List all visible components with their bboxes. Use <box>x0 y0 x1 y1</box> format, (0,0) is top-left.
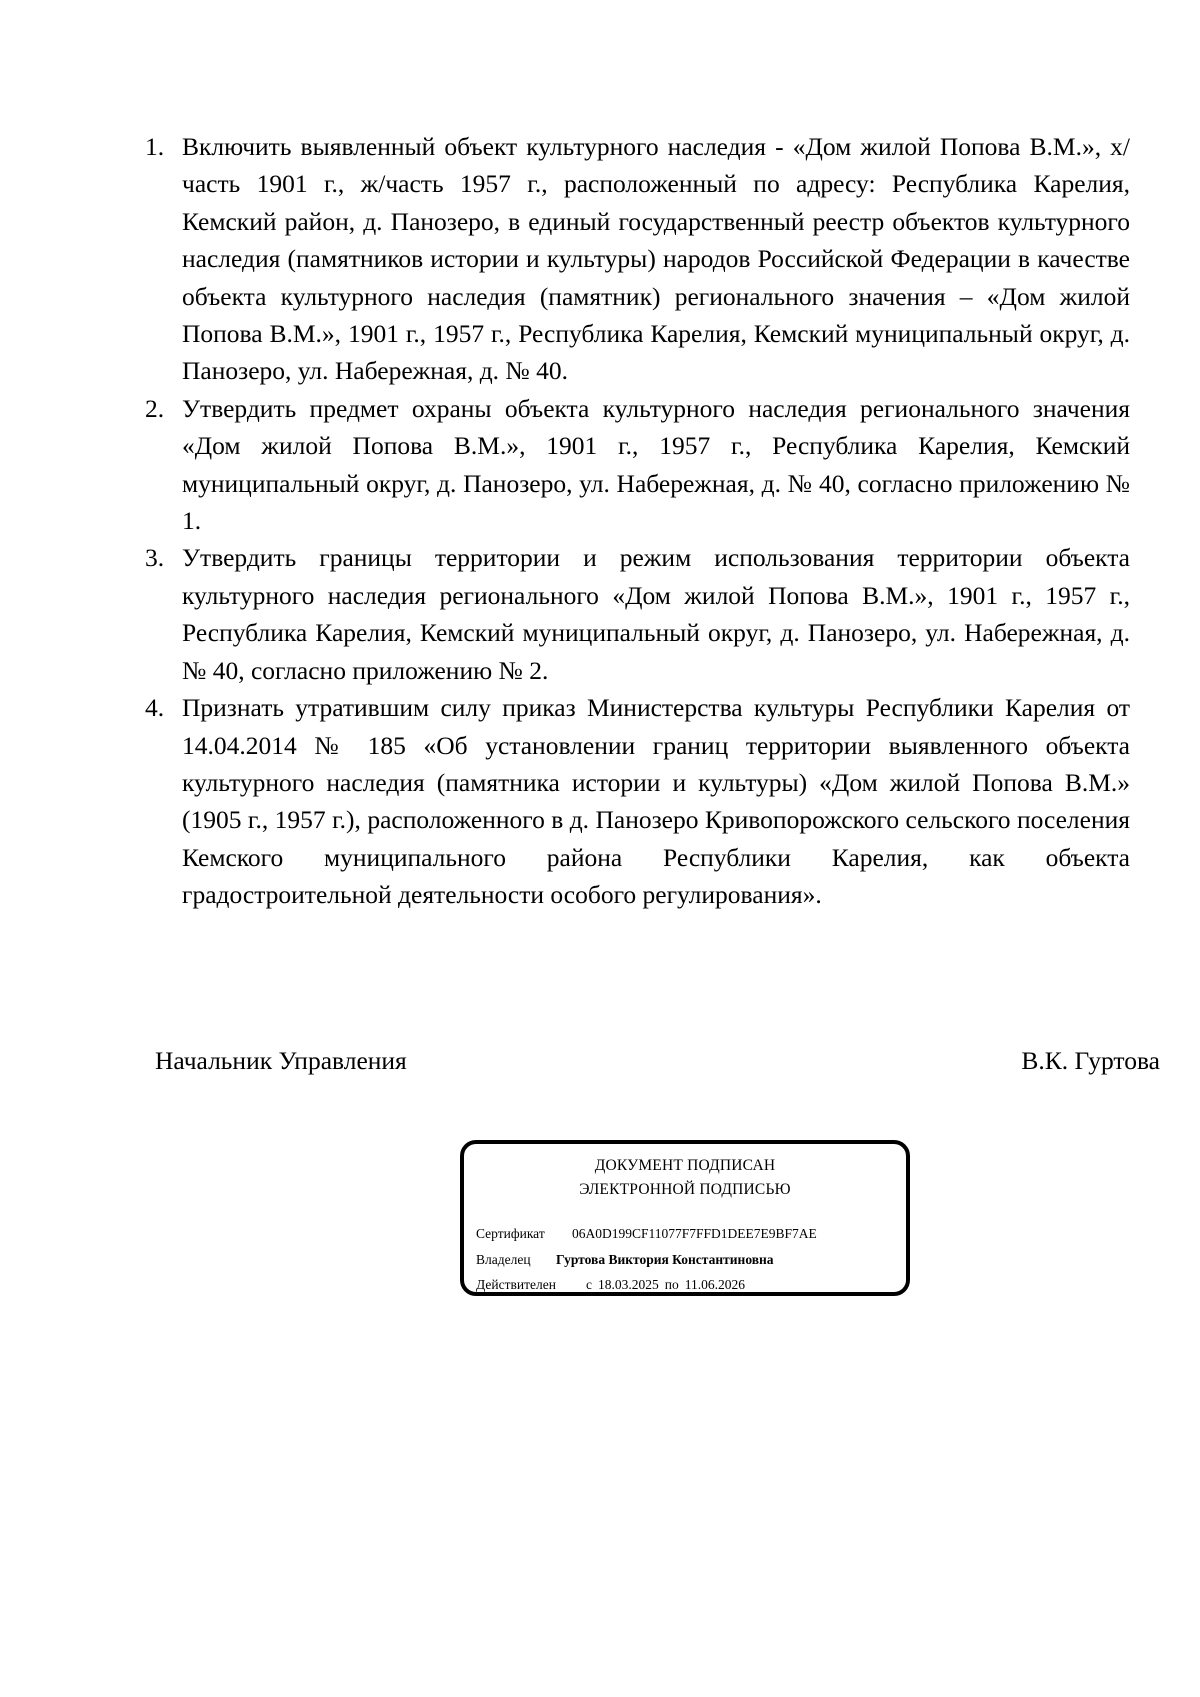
validity-to-date: 11.06.2026 <box>684 1277 745 1292</box>
stamp-header <box>464 1154 906 1202</box>
order-item-number: 4. <box>145 693 165 723</box>
order-item-2 <box>145 390 1130 540</box>
order-item-1 <box>145 128 1130 390</box>
order-item-text: Утвердить предмет охраны объекта культурного наследия регионального значения «Дом жилой Попова В.М.», 1901 г., 1957 г., Республика Карелия, Кемский муниципальный округ, д. Панозеро, ул. Набережная, д. № 40, согласно приложению № 1. <box>182 393 1130 536</box>
stamp-validity-row <box>476 1275 745 1295</box>
signer-name: В.К. Гуртова <box>1021 1046 1160 1075</box>
order-item-number: 3. <box>145 543 165 573</box>
owner-label: Владелец <box>476 1252 531 1267</box>
validity-label: Действителен <box>476 1277 556 1292</box>
order-item-number: 2. <box>145 393 165 423</box>
order-item-4 <box>145 689 1130 913</box>
signer-position: Начальник Управления <box>155 1046 407 1075</box>
certificate-label: Сертификат <box>476 1226 545 1241</box>
stamp-certificate-row <box>476 1224 817 1244</box>
validity-from-date: 18.03.2025 <box>598 1277 659 1292</box>
order-item-text: Признать утратившим силу приказ Министерства культуры Республики Карелия от 14.04.2014 № 185 «Об установлении границ территории выявленного объекта культурного наследия (памятника истории и культуры) «Дом жилой Попова В.М.» (1905 г., 1957 г.), расположенного в д. Панозеро Кривопорожского сельского поселения Кемского муниципального района Республики Карелия, как объекта градостроительной деятельности особого регулирования». <box>182 693 1130 910</box>
validity-to-word: по <box>664 1277 679 1292</box>
order-item-text: Утвердить границы территории и режим использования территории объекта культурного наследия регионального «Дом жилой Попова В.М.», 1901 г., 1957 г., Республика Карелия, Кемский муниципальный округ, д. Панозеро, ул. Набережная, д. № 40, согласно приложению № 2. <box>182 543 1130 685</box>
stamp-header-line-1: ДОКУМЕНТ ПОДПИСАН <box>594 1157 776 1174</box>
order-item-3 <box>145 539 1130 689</box>
stamp-owner-row <box>476 1250 774 1270</box>
order-item-number: 1. <box>145 132 165 161</box>
order-item-text: Включить выявленный объект культурного наследия - «Дом жилой Попова В.М.», х/часть 1901 г., ж/часть 1957 г., расположенный по адресу: Республика Карелия, Кемский район, д. Панозеро, в единый государственный реестр объектов культурного наследия (памятников истории и культуры) народов Российской Федерации в качестве объекта культурного наследия (памятник) регионального значения – «Дом жилой Попова В.М.», 1901 г., 1957 г., Республика Карелия, Кемский муниципальный округ, д. Панозеро, ул. Набережная, д. № 40. <box>182 132 1130 386</box>
validity-from-word: с <box>586 1277 592 1292</box>
certificate-value: 06A0D199CF11077F7FFD1DEE7E9BF7AE <box>572 1226 817 1241</box>
owner-value: Гуртова Виктория Константиновна <box>556 1252 774 1267</box>
order-items-list <box>145 128 1130 914</box>
electronic-signature-stamp <box>460 1140 910 1296</box>
stamp-header-line-2: ЭЛЕКТРОННОЙ ПОДПИСЬЮ <box>579 1181 791 1198</box>
